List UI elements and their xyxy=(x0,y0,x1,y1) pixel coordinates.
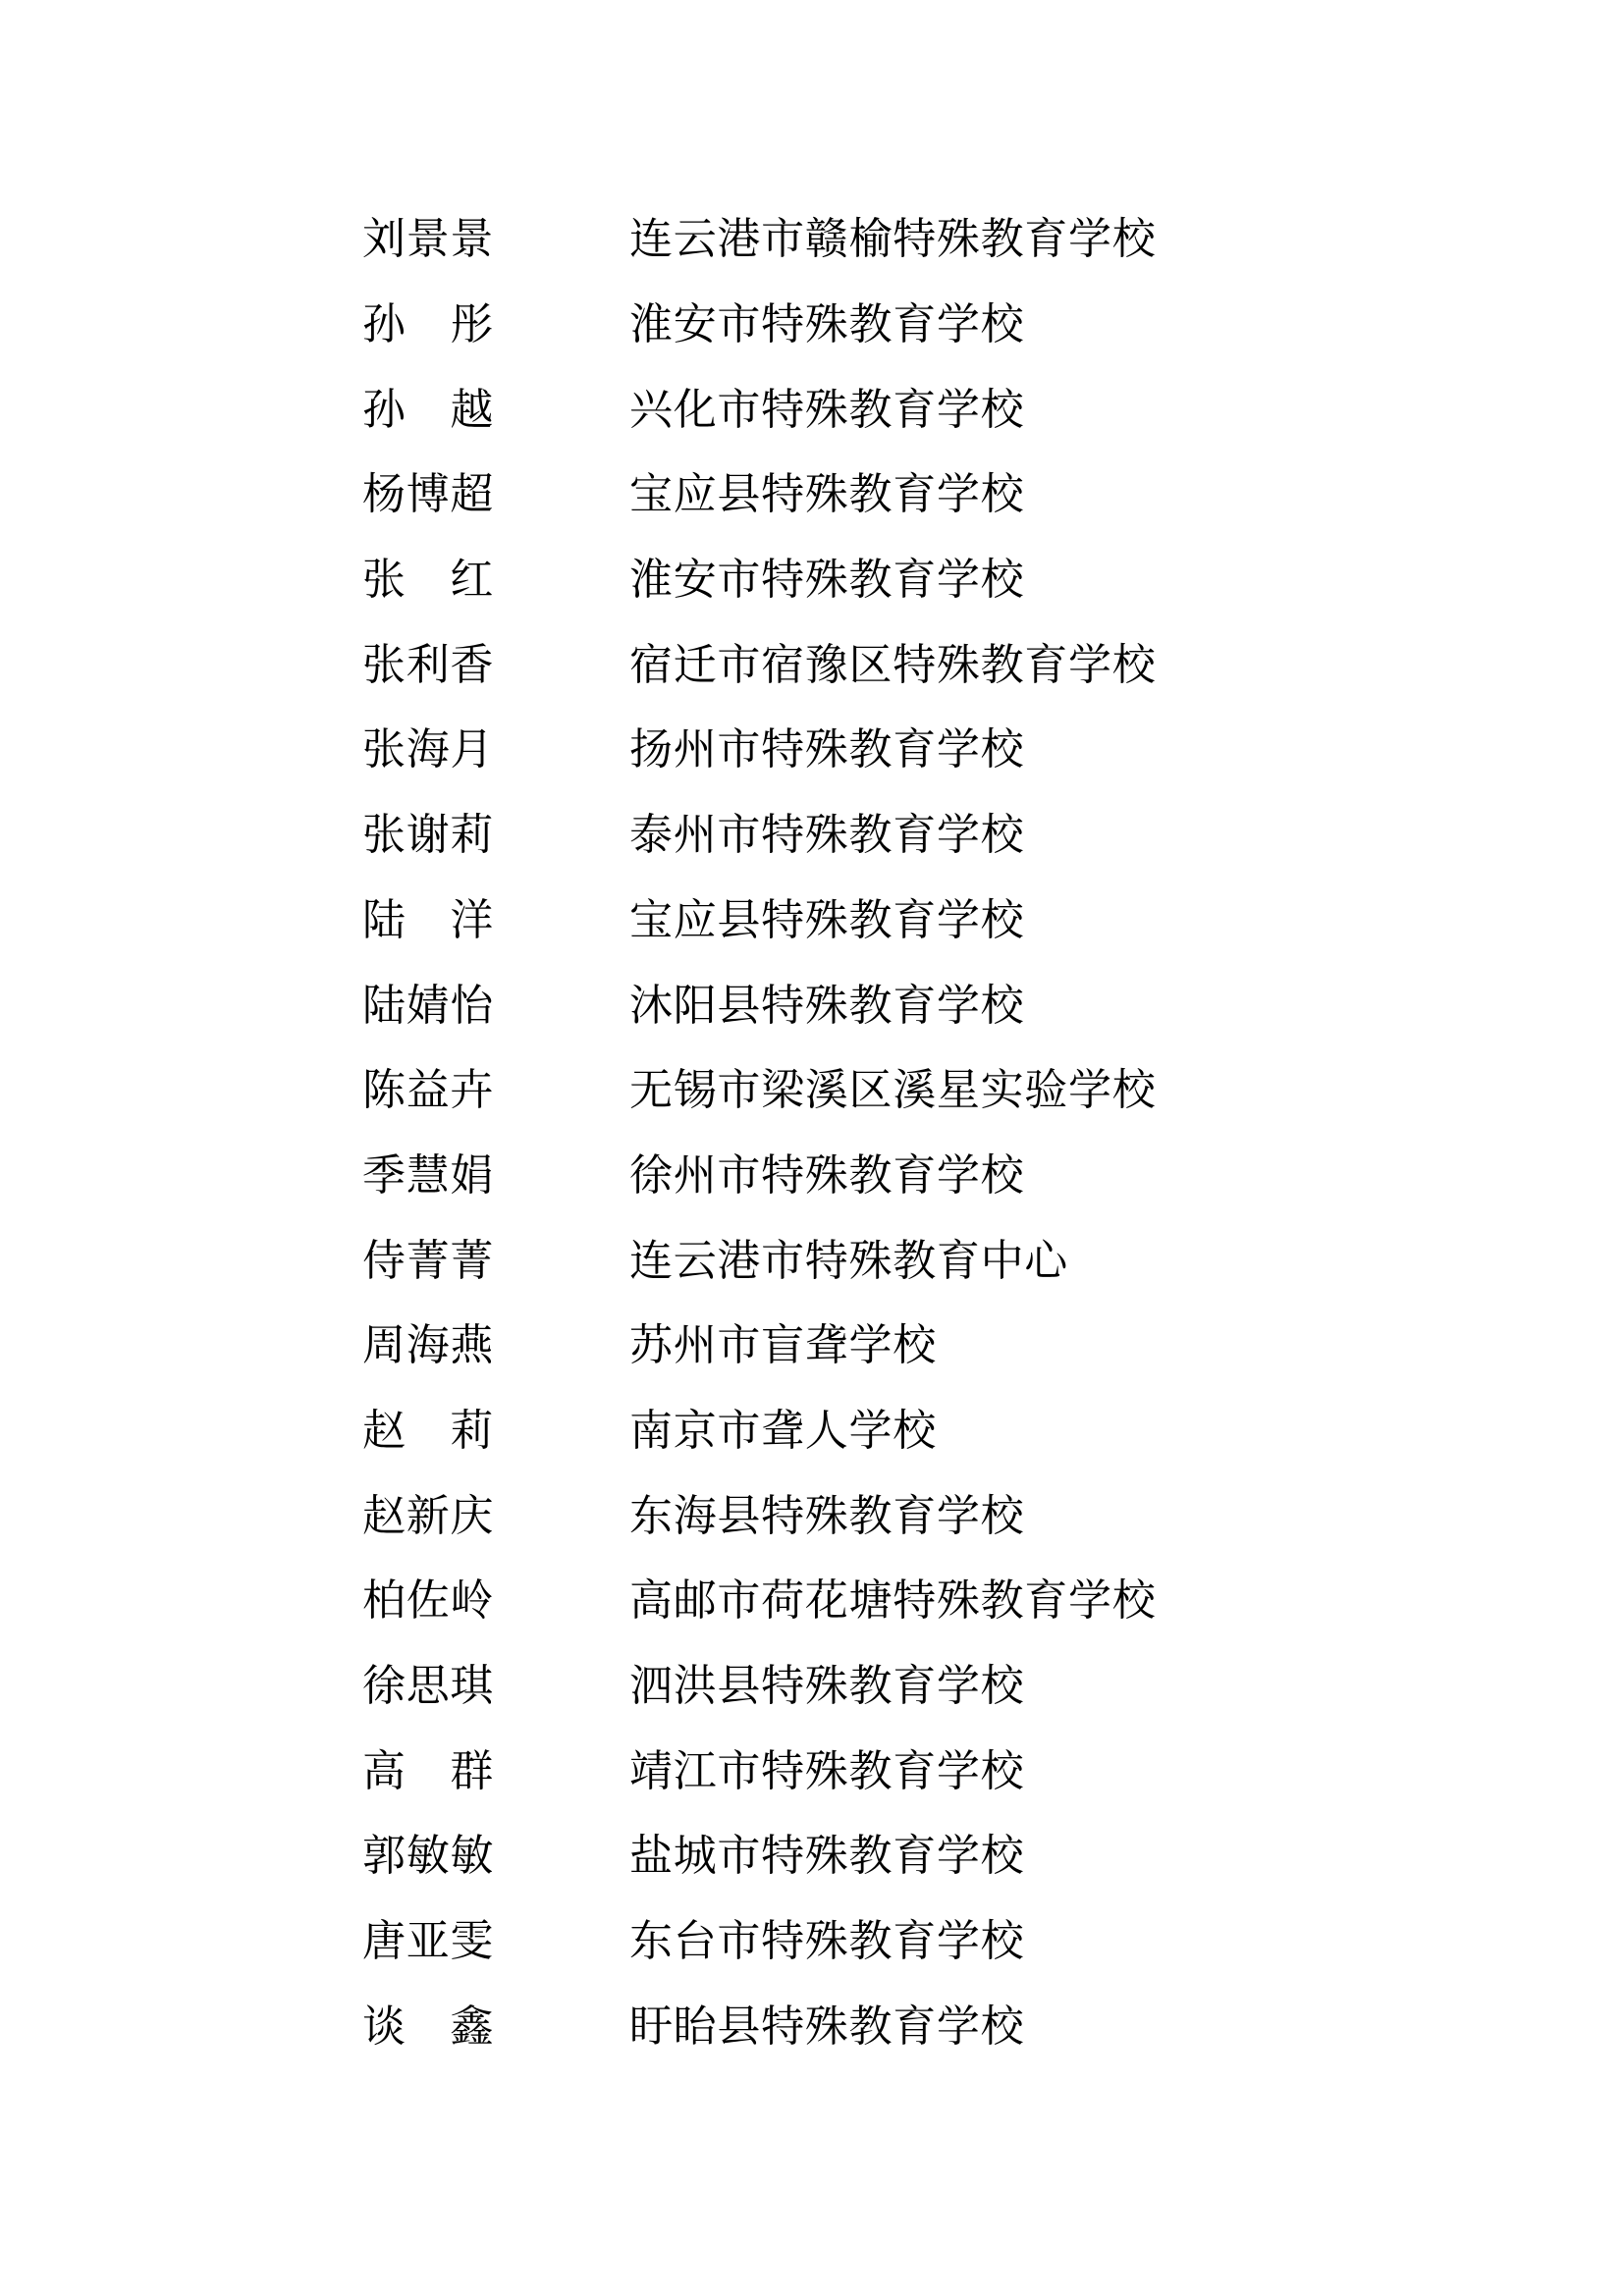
person-name: 刘景景 xyxy=(362,215,495,264)
table-row xyxy=(362,1304,1156,1389)
person-name: 张海月 xyxy=(362,725,495,774)
school-name: 宝应县特殊教育学校 xyxy=(629,895,1025,944)
person-name: 徐思琪 xyxy=(362,1662,495,1711)
table-row xyxy=(362,793,1156,879)
person-name: 唐亚雯 xyxy=(362,1917,495,1966)
school-name: 扬州市特殊教育学校 xyxy=(629,725,1025,774)
table-row xyxy=(362,1814,1156,1899)
table-row xyxy=(362,1559,1156,1644)
school-name: 苏州市盲聋学校 xyxy=(629,1321,937,1370)
person-name: 周海燕 xyxy=(362,1321,495,1370)
table-row xyxy=(362,1729,1156,1814)
school-name: 连云港市特殊教育中心 xyxy=(629,1236,1068,1285)
school-name: 宿迁市宿豫区特殊教育学校 xyxy=(629,640,1157,689)
school-roster-list xyxy=(362,197,1156,2069)
table-row xyxy=(362,708,1156,793)
school-name: 徐州市特殊教育学校 xyxy=(629,1150,1025,1200)
person-name: 杨博超 xyxy=(362,470,495,519)
table-row xyxy=(362,1134,1156,1219)
table-row xyxy=(362,963,1156,1048)
table-row xyxy=(362,1389,1156,1474)
school-name: 东海县特殊教育学校 xyxy=(629,1491,1025,1540)
school-name: 高邮市荷花塘特殊教育学校 xyxy=(629,1576,1157,1626)
person-name: 郭敏敏 xyxy=(362,1832,495,1881)
table-row xyxy=(362,1048,1156,1134)
person-name: 赵 莉 xyxy=(362,1406,495,1455)
person-name: 孙 越 xyxy=(362,385,495,434)
person-name: 高 群 xyxy=(362,1746,495,1795)
school-name: 靖江市特殊教育学校 xyxy=(629,1746,1025,1795)
table-row xyxy=(362,1473,1156,1559)
table-row xyxy=(362,367,1156,453)
person-name: 赵新庆 xyxy=(362,1491,495,1540)
school-name: 淮安市特殊教育学校 xyxy=(629,556,1025,605)
school-name: 盱眙县特殊教育学校 xyxy=(629,2002,1025,2051)
school-name: 淮安市特殊教育学校 xyxy=(629,300,1025,349)
person-name: 陆婧怡 xyxy=(362,981,495,1030)
person-name: 张谢莉 xyxy=(362,811,495,860)
school-name: 泗洪县特殊教育学校 xyxy=(629,1662,1025,1711)
person-name: 张利香 xyxy=(362,640,495,689)
table-row xyxy=(362,879,1156,964)
school-name: 兴化市特殊教育学校 xyxy=(629,385,1025,434)
school-name: 无锡市梁溪区溪星实验学校 xyxy=(629,1066,1157,1115)
school-name: 连云港市赣榆特殊教育学校 xyxy=(629,215,1157,264)
table-row xyxy=(362,1644,1156,1730)
person-name: 谈 鑫 xyxy=(362,2002,495,2051)
school-name: 宝应县特殊教育学校 xyxy=(629,470,1025,519)
table-row xyxy=(362,1984,1156,2069)
school-name: 南京市聋人学校 xyxy=(629,1406,937,1455)
table-row xyxy=(362,453,1156,538)
person-name: 张 红 xyxy=(362,556,495,605)
person-name: 陆 洋 xyxy=(362,895,495,944)
table-row xyxy=(362,538,1156,623)
person-name: 侍菁菁 xyxy=(362,1236,495,1285)
person-name: 孙 彤 xyxy=(362,300,495,349)
school-name: 东台市特殊教育学校 xyxy=(629,1917,1025,1966)
school-name: 盐城市特殊教育学校 xyxy=(629,1832,1025,1881)
table-row xyxy=(362,1218,1156,1304)
table-row xyxy=(362,622,1156,708)
person-name: 陈益卉 xyxy=(362,1066,495,1115)
person-name: 季慧娟 xyxy=(362,1150,495,1200)
school-name: 泰州市特殊教育学校 xyxy=(629,811,1025,860)
school-name: 沐阳县特殊教育学校 xyxy=(629,981,1025,1030)
person-name: 柏佐岭 xyxy=(362,1576,495,1626)
table-row xyxy=(362,197,1156,283)
table-row xyxy=(362,283,1156,368)
table-row xyxy=(362,1899,1156,1985)
